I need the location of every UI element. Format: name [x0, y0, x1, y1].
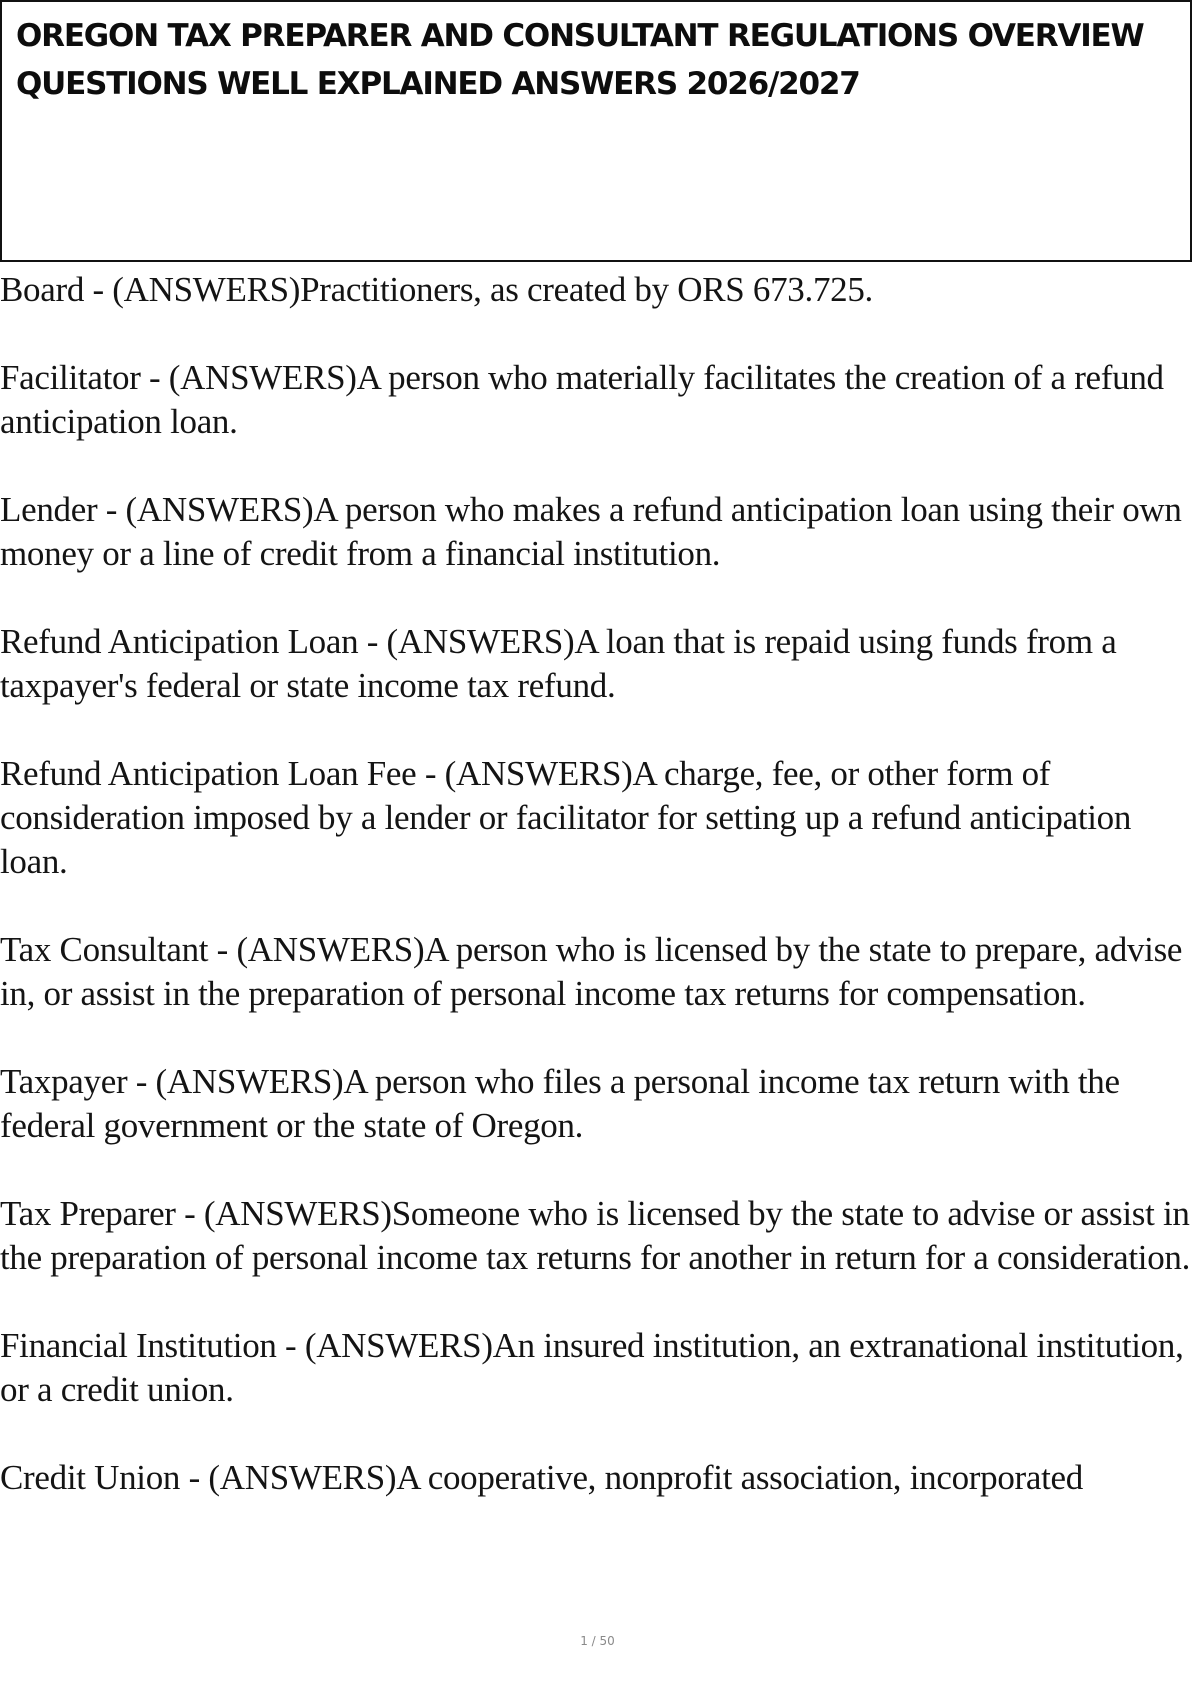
definition-lender: Lender - (ANSWERS)A person who makes a refund anticipation loan using their own money or a line of credit from a financial institution.	[0, 490, 1182, 573]
definition-facilitator: Facilitator - (ANSWERS)A person who materially facilitates the creation of a refund anticipation loan.	[0, 358, 1164, 441]
definition-board: Board - (ANSWERS)Practitioners, as created by ORS 673.725.	[0, 270, 873, 309]
definition-financial-institution: Financial Institution - (ANSWERS)An insured institution, an extranational institution, or a credit union.	[0, 1326, 1184, 1409]
definition-list	[0, 268, 1195, 1544]
definition-taxpayer: Taxpayer - (ANSWERS)A person who files a personal income tax return with the federal government or the state of Oregon.	[0, 1062, 1120, 1145]
definition-tax-consultant: Tax Consultant - (ANSWERS)A person who is licensed by the state to prepare, advise in, or assist in the preparation of personal income tax returns for compensation.	[0, 930, 1183, 1013]
definition-refund-anticipation-loan-fee: Refund Anticipation Loan Fee - (ANSWERS)A charge, fee, or other form of consideration imposed by a lender or facilitator for setting up a refund anticipation loan.	[0, 754, 1132, 881]
document-title: OREGON TAX PREPARER AND CONSULTANT REGULATIONS OVERVIEW QUESTIONS WELL EXPLAINED ANSWERS 2026/2027	[16, 18, 1144, 102]
page-number: 1 / 50	[580, 1634, 615, 1648]
definition-refund-anticipation-loan: Refund Anticipation Loan - (ANSWERS)A loan that is repaid using funds from a taxpayer's federal or state income tax refund.	[0, 622, 1117, 705]
definition-credit-union: Credit Union - (ANSWERS)A cooperative, nonprofit association, incorporated	[0, 1458, 1083, 1497]
document-title-box	[0, 0, 1192, 262]
definition-tax-preparer: Tax Preparer - (ANSWERS)Someone who is licensed by the state to advise or assist in the preparation of personal income tax returns for another in return for a consideration.	[0, 1194, 1191, 1277]
